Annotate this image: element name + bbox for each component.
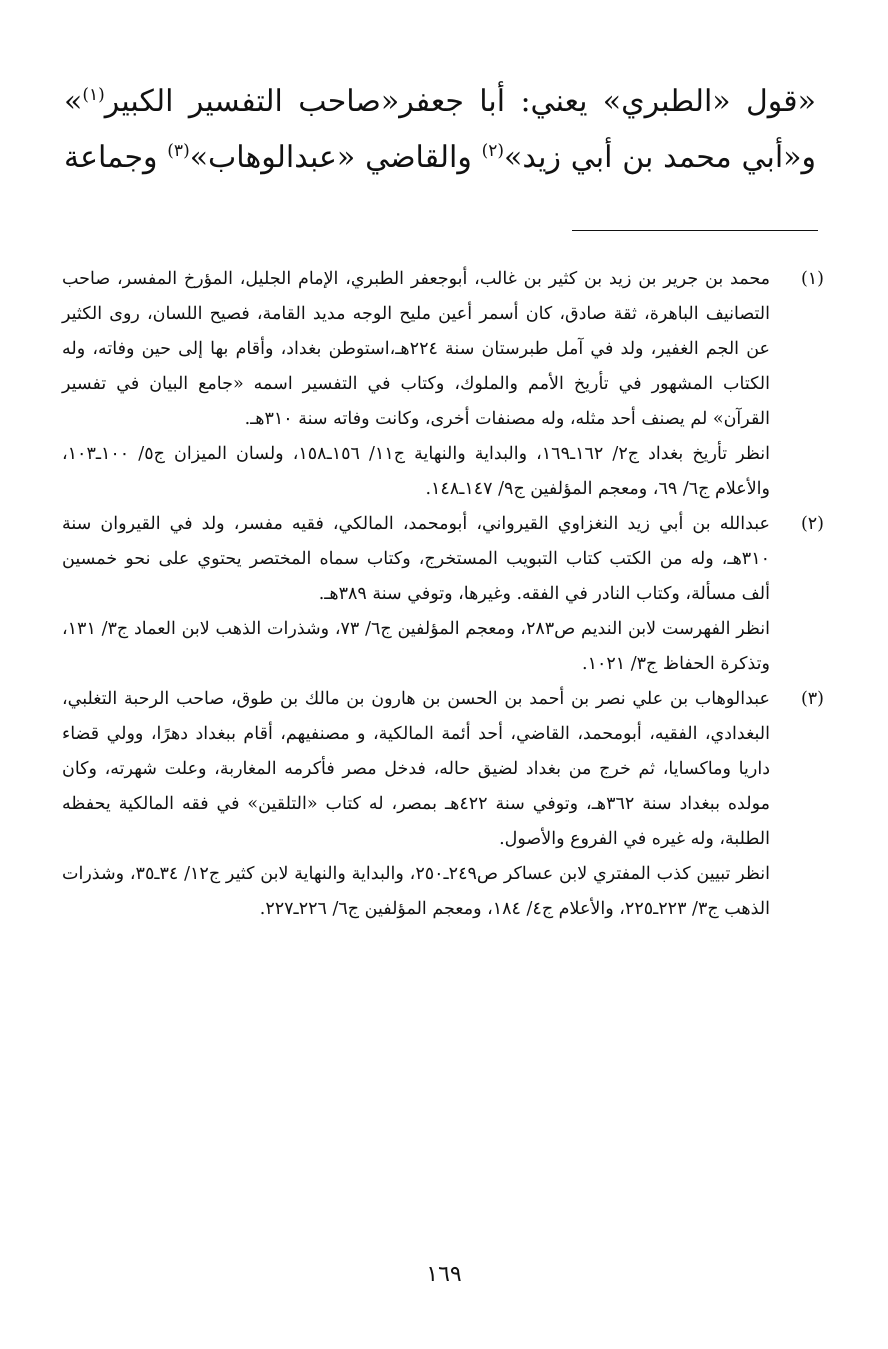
footnote-sources: انظر تأريخ بغداد ج٢/ ١٦٢ـ١٦٩، والبداية والنهاية ج١١/ ١٥٦ـ١٥٨، ولسان الميزان ج٥/ ١٠٠ـ١٠٣، والأعلام ج٦/ ٦٩، ومعجم المؤلفين ج٩/ ١٤٧ـ١٤٨. [62,444,771,499]
footnote-number: (٣) [800,689,824,709]
footnote-separator [572,230,818,231]
footnote-3 [62,682,824,927]
main-text-line-1 [64,74,816,130]
footnote-biography: عبدالوهاب بن علي نصر بن أحمد بن الحسن بن هارون بن مالك بن طوق، صاحب الرحبة التغلبي، البغدادي، الفقيه، أبومحمد، القاضي، أحد أئمة المالكية، و مصنفيهم، أقام ببغداد دهرًا، وولي قضاء داريا وماكسايا، ثم خرج من بغداد لضيق حاله، فدخل مصر فأكرمه المغاربة، وعلت شهرته، وكان مولده ببغداد سنة ٣٦٢هـ، وتوفي سنة ٤٢٢هـ بمصر، له كتاب «التلقين» في فقه المالكية يحفظه الطلبة، وله غيره في الفروع والأصول. [62,689,770,849]
main-text-segment: » [64,84,83,119]
footnotes [62,262,824,927]
main-text [64,74,816,186]
footnote-ref-1[interactable]: (١) [82,85,105,105]
footnote-number: (٢) [800,514,824,534]
main-text-segment: «قول «الطبري» يعني: أبا جعفر«صاحب التفسير الكبير [104,84,816,119]
main-text-segment: و«أبي محمد بن أبي زيد» [504,140,817,175]
page-number: ١٦٩ [426,1262,462,1287]
footnote-1 [62,262,824,507]
footnote-biography: عبدالله بن أبي زيد النغزاوي القيرواني، أبومحمد، المالكي، فقيه مفسر، ولد في القيروان سنة ٣١٠هـ، وله من الكتب كتاب التبويب المستخرج، وكتاب سماه المختصر يحتوي على نحو خمسين ألف مسألة، وكتاب النادر في الفقه. وغيرها، وتوفي سنة ٣٨٩هـ. [62,514,770,604]
footnote-2 [62,507,824,682]
footnote-ref-3[interactable]: (٣) [167,141,190,161]
footnote-sources: انظر الفهرست لابن النديم ص٢٨٣، ومعجم المؤلفين ج٦/ ٧٣، وشذرات الذهب لابن العماد ج٣/ ١٣١، وتذكرة الحفاظ ج٣/ ١٠٢١. [62,619,770,674]
footnote-body [62,507,770,682]
main-text-segment: والقاضي «عبدالوهاب» [189,140,482,175]
main-text-line-2 [64,130,816,186]
main-text-segment: وجماعة [64,140,168,175]
footnote-number: (١) [800,269,824,289]
footnote-body [62,682,770,927]
footnote-biography: محمد بن جرير بن زيد بن كثير بن غالب، أبوجعفر الطبري، الإمام الجليل، المؤرخ المفسر، صاحب التصانيف الباهرة، ثقة صادق، كان أسمر أعين مليح الوجه مديد القامة، فصيح اللسان، روى الكثير عن الجم الغفير، ولد في آمل طبرستان سنة ٢٢٤هـ،استوطن بغداد، وأقام بها إلى حين وفاته، وله الكتاب المشهور في تأريخ الأمم والملوك، وكتاب في التفسير اسمه «جامع البيان في تفسير القرآن» لم يصنف أحد مثله، وله مصنفات أخرى، وكانت وفاته سنة ٣١٠هـ. [62,269,770,429]
footnote-body [62,262,770,507]
footnote-ref-2[interactable]: (٢) [481,141,505,161]
footnote-sources: انظر تبيين كذب المفتري لابن عساكر ص٢٤٩ـ٢٥٠، والبداية والنهاية لابن كثير ج١٢/ ٣٤ـ٣٥، وشذرات الذهب ج٣/ ٢٢٣ـ٢٢٥، والأعلام ج٤/ ١٨٤، ومعجم المؤلفين ج٦/ ٢٢٦ـ٢٢٧. [62,864,770,919]
